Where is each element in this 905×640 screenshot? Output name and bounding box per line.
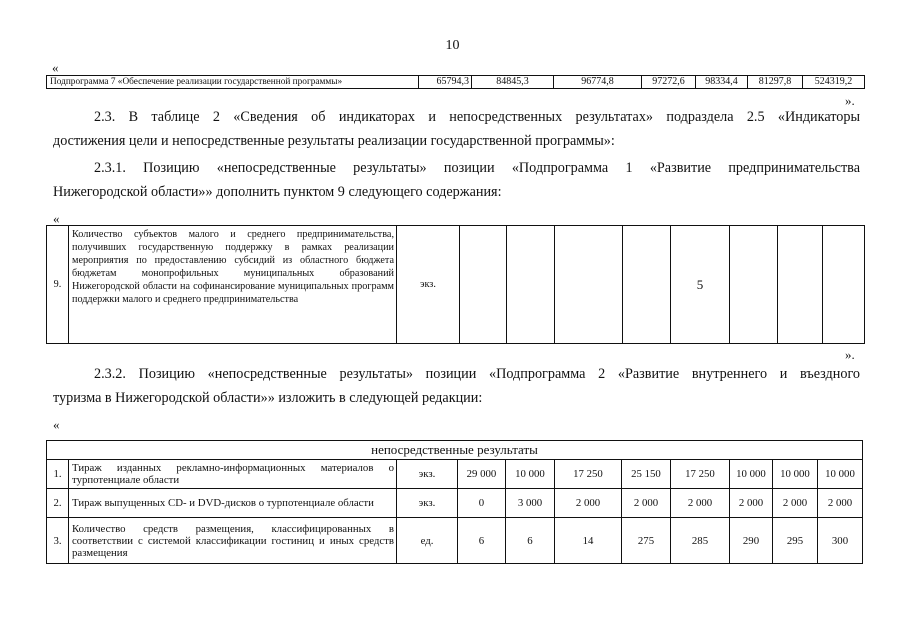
item9-table — [46, 225, 865, 344]
paragraph-line: 2.3.2. Позицию «непосредственные результаты» позиции «Подпрограмма 2 «Развитие внутреннего и въездного — [94, 366, 860, 382]
table-row — [47, 518, 863, 564]
open-quote: « — [52, 60, 59, 75]
row-description: Тираж выпущенных CD- и DVD-дисков о турпотенциале области — [69, 489, 397, 518]
table-cell: 6 — [458, 518, 506, 564]
table-cell: 524319,2 — [803, 76, 865, 89]
open-quote: « — [53, 417, 60, 432]
table-row — [47, 460, 863, 489]
table-cell: 2 000 — [730, 489, 773, 518]
table-cell — [507, 226, 555, 344]
page-number: 10 — [445, 38, 460, 53]
table-cell: 84845,3 — [472, 76, 554, 89]
table-cell: 275 — [622, 518, 671, 564]
row-unit: экз. — [397, 226, 460, 344]
table-header: непосредственные результаты — [47, 441, 863, 460]
table-cell: 98334,4 — [696, 76, 748, 89]
table-cell: 10 000 — [773, 460, 818, 489]
table-cell: 290 — [730, 518, 773, 564]
row-number: 9. — [47, 226, 69, 344]
table-cell: 300 — [818, 518, 863, 564]
table-cell: 285 — [671, 518, 730, 564]
row-description: Количество субъектов малого и среднего предпринимательства, получивших государственную поддержку в рамках реализации мероприятия по предоставлению субсидий из областного бюджета бюджетам монопрофильных муниципальных образований Нижегородской области на софинансирование муниципальных программ поддержки малого и среднего предпринимательства — [69, 226, 397, 344]
table-cell: 29 000 — [458, 460, 506, 489]
row-number: 3. — [47, 518, 69, 564]
table-cell: 10 000 — [506, 460, 555, 489]
table-cell — [823, 226, 865, 344]
table-cell — [623, 226, 671, 344]
table-cell: 97272,6 — [642, 76, 696, 89]
paragraph-line: 2.3. В таблице 2 «Сведения об индикаторах и непосредственных результатах» подраздела 2.5 «Индикаторы — [94, 109, 860, 125]
table-cell — [730, 226, 778, 344]
table-cell: 2 000 — [773, 489, 818, 518]
table-cell: 17 250 — [555, 460, 622, 489]
table-cell: 10 000 — [818, 460, 863, 489]
table-row — [47, 489, 863, 518]
table-cell: 2 000 — [622, 489, 671, 518]
table-cell: 25 150 — [622, 460, 671, 489]
table-row — [47, 76, 865, 89]
table-cell: 5 — [671, 226, 730, 344]
close-quote: ». — [845, 347, 855, 362]
row-unit: ед. — [397, 518, 458, 564]
table-cell: 81297,8 — [748, 76, 803, 89]
tourism-table — [46, 440, 863, 564]
table-cell — [460, 226, 507, 344]
row-unit: экз. — [397, 460, 458, 489]
paragraph-line: 2.3.1. Позицию «непосредственные результаты» позиции «Подпрограмма 1 «Развитие предпринимательства — [94, 160, 860, 176]
table-cell: 2 000 — [555, 489, 622, 518]
table-row — [47, 226, 865, 344]
table-cell: 14 — [555, 518, 622, 564]
table-cell — [778, 226, 823, 344]
row-number: 2. — [47, 489, 69, 518]
open-quote: « — [53, 211, 60, 226]
table-cell: 96774,8 — [554, 76, 642, 89]
paragraph-line: достижения цели и непосредственные результаты реализации государственной программы»: — [53, 133, 615, 149]
table-cell: 295 — [773, 518, 818, 564]
paragraph-line: Нижегородской области»» дополнить пунктом 9 следующего содержания: — [53, 184, 502, 200]
row-unit: экз. — [397, 489, 458, 518]
row-description: Количество средств размещения, классифицированных в соответствии с системой классификации гостиниц и иных средств размещения — [69, 518, 397, 564]
table-cell: 65794,3 — [419, 76, 472, 89]
table-cell: 3 000 — [506, 489, 555, 518]
table-cell: 17 250 — [671, 460, 730, 489]
table-cell: 2 000 — [818, 489, 863, 518]
row-number: 1. — [47, 460, 69, 489]
paragraph-line: туризма в Нижегородской области»» изложить в следующей редакции: — [53, 390, 483, 406]
row-description: Тираж изданных рекламно-информационных материалов о турпотенциале области — [69, 460, 397, 489]
table-cell — [555, 226, 623, 344]
table-cell: 6 — [506, 518, 555, 564]
table-cell: 10 000 — [730, 460, 773, 489]
table-cell: 2 000 — [671, 489, 730, 518]
table-cell: Подпрограмма 7 «Обеспечение реализации государственной программы» — [47, 76, 419, 89]
summary-table — [46, 75, 865, 89]
close-quote: ». — [845, 93, 855, 108]
table-cell: 0 — [458, 489, 506, 518]
